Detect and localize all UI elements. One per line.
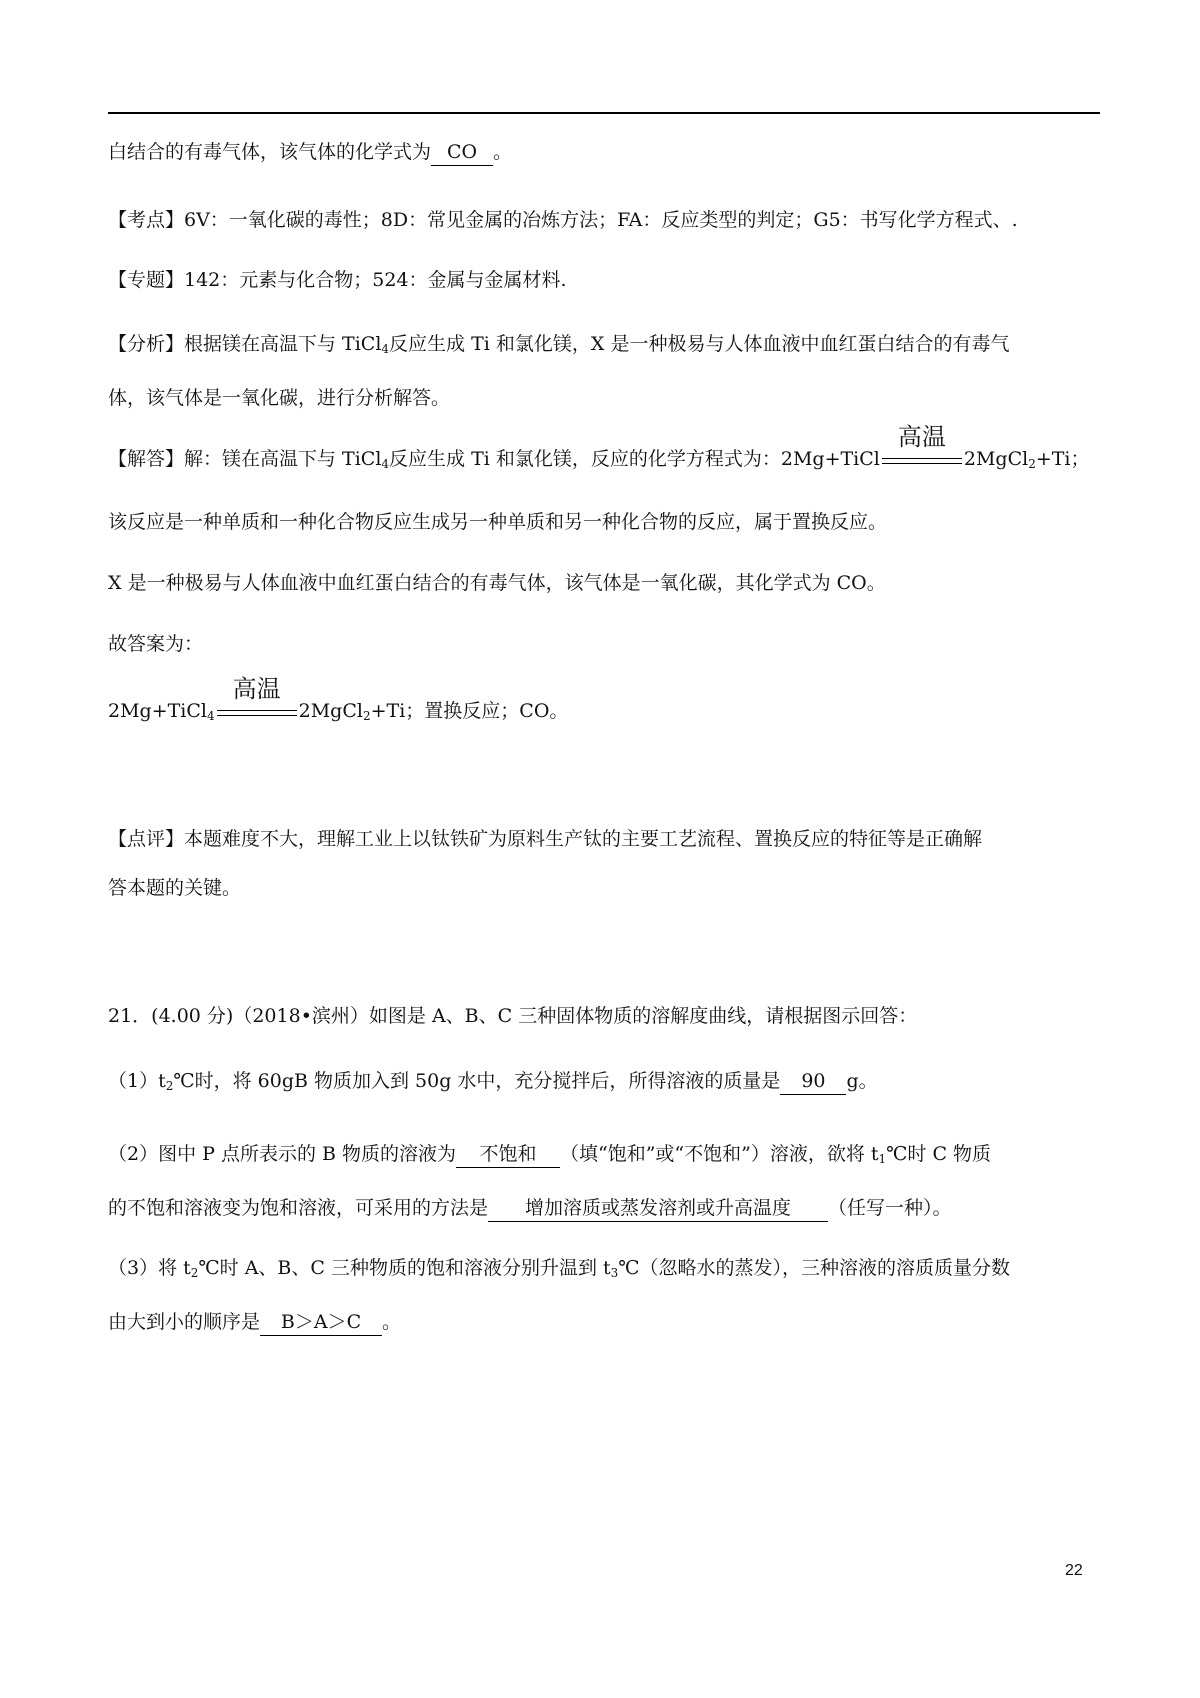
question-21-part-1: $(1)t_2℃$时，将 60gB 物质加入到 50g 水中，充分搅拌后，所得溶液的质量是 90 g。 (108, 1070, 878, 1093)
question-21-stem: 21．(4.00 分)（2018•滨州）如图是 A、B、C 三种固体物质的溶解度曲线，请根据图示回答： (108, 1005, 918, 1027)
jieda-line-1: 【解答】解：镁在高温下与 TiCl$_4$反应生成 Ti 和氯化镁，反应的化学方程式为：2Mg+TiCl 高温 2MgCl$_2$+Ti； (108, 423, 1090, 471)
kaodian-line: 【考点】6V：一氧化碳的毒性；8D：常见金属的冶炼方法；FA：反应类型的判定；G5：书写化学方程式、. (108, 209, 1018, 231)
jieda-line-2: 该反应是一种单质和一种化合物反应生成另一种单质和另一种化合物的反应，属于置换反应。 (108, 511, 888, 533)
answer-blank-co: CO (431, 139, 493, 166)
fenxi-paragraph (108, 320, 1100, 423)
fenxi-line-1: 【分析】根据镁在高温下与 TiCl$_4$反应生成 Ti 和氯化镁，X 是一种极易与人体血液中血红蛋白结合的有毒气 (108, 333, 1010, 356)
reaction-condition-arrow: 高温 (880, 450, 964, 470)
jieda-line-4: 故答案为： (108, 633, 204, 655)
jieda-paragraph (108, 423, 1100, 741)
page-number: 22 (1065, 1562, 1083, 1579)
jieda-line-3: X 是一种极易与人体血液中血红蛋白结合的有毒气体，该气体是一氧化碳，其化学式为 CO。 (108, 572, 886, 594)
answer-equation-line: 2Mg+TiCl$_4$ 高温 2MgCl$_2$+Ti；置换反应；CO。 (108, 675, 569, 723)
zhuanti-line: 【专题】142：元素与化合物；524：金属与金属材料. (108, 269, 567, 291)
intro-line: 白结合的有毒气体，该气体的化学式为 CO 。 (108, 128, 1100, 177)
question-21-part-3: （3）将 $t_2℃$时 A、B、C 三种物质的饱和溶液分别升温到 $t_3℃$（忽略水的蒸发），三种溶液的溶质质量分数 由大到小的顺序是 B＞A＞C 。 (108, 1244, 1100, 1347)
answer-blank-90: 90 (780, 1068, 846, 1095)
answer-blank-unsaturated: 不饱和 (456, 1141, 560, 1168)
dianping-paragraph: 【点评】本题难度不大，理解工业上以钛铁矿为原料生产钛的主要工艺流程、置换反应的特征等是正确解 答本题的关键。 (108, 828, 983, 899)
fenxi-line-2: 体，该气体是一氧化碳，进行分析解答。 (108, 387, 451, 409)
question-21-part-2: （2）图中 P 点所表示的 B 物质的溶液为 不饱和 （填“饱和”或“不饱和”）溶液，欲将 $t_1℃$时 C 物质 的不饱和溶液变为饱和溶液，可采用的方法是 增加溶质或蒸发溶剂或升高温度 （任写一种）。 (108, 1130, 1100, 1233)
answer-blank-method: 增加溶质或蒸发溶剂或升高温度 (488, 1195, 828, 1222)
header-rule (108, 112, 1100, 114)
reaction-condition-arrow-answer: 高温 (215, 702, 299, 722)
answer-blank-order: B＞A＞C (260, 1309, 382, 1336)
